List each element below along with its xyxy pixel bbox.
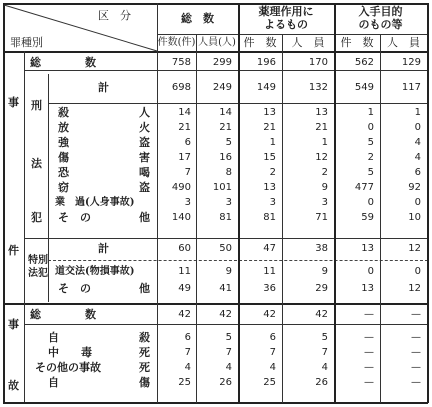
table-cell: 5 [367, 167, 374, 178]
table-cell: 60 [178, 243, 191, 254]
row-label-chudoku-r: 死 [139, 346, 150, 359]
table-cell: 92 [408, 182, 421, 193]
table-cell: 0 [367, 197, 374, 208]
table-cell: 13 [315, 107, 328, 118]
table-cell: 2 [367, 152, 374, 163]
table-cell: 2 [321, 167, 328, 178]
row-label-toku-kei: 計 [98, 242, 109, 255]
table-cell: 7 [184, 167, 191, 178]
table-cell: 11 [263, 266, 276, 277]
table-cell: 14 [178, 107, 191, 118]
table-cell: 6 [184, 137, 191, 148]
table-cell: 129 [401, 57, 421, 68]
table-cell: 6 [414, 167, 421, 178]
table-cell: 117 [401, 82, 421, 93]
table-cell: 7 [321, 347, 328, 358]
row-label-sonota1-l: そ の [58, 211, 91, 224]
header-cases-unit: 件数(件) [157, 37, 196, 48]
table-cell: 8 [225, 167, 232, 178]
table-cell: 49 [178, 283, 191, 294]
row-label-satsujin-r: 人 [139, 106, 150, 119]
table-cell: 149 [256, 82, 276, 93]
table-cell: — [364, 309, 374, 320]
table-cell: 7 [225, 347, 232, 358]
table-cell: 42 [178, 309, 191, 320]
table-cell: 26 [315, 377, 328, 388]
table-cell: 6 [184, 332, 191, 343]
row-label-kyokatsu-r: 喝 [139, 166, 150, 179]
table-cell: 10 [408, 212, 421, 223]
table-cell: 21 [315, 122, 328, 133]
table-cell: 12 [408, 283, 421, 294]
group-tokubetsu-1: 特別 [28, 255, 48, 266]
table-cell: 477 [354, 182, 374, 193]
table-cell: — [411, 362, 421, 373]
header-drug-cases: 件 数 [243, 36, 277, 49]
table-cell: 25 [263, 377, 276, 388]
table-cell: 562 [354, 57, 374, 68]
table-cell: 9 [225, 266, 232, 277]
table-cell: 4 [269, 362, 276, 373]
table-cell: 3 [184, 197, 191, 208]
table-cell: 3 [321, 197, 328, 208]
row-label-total: 総 数 [30, 56, 96, 69]
row-label-goto-l: 強 [58, 136, 69, 149]
table-cell: 36 [263, 283, 276, 294]
table-cell: 12 [315, 152, 328, 163]
table-cell: 5 [321, 332, 328, 343]
row-label-jiko-total: 総 数 [30, 308, 96, 321]
row-label-shogai-l: 傷 [58, 151, 69, 164]
table-cell: 2 [269, 167, 276, 178]
table-cell: 101 [212, 182, 232, 193]
row-label-kyokatsu-l: 恐 [58, 166, 69, 179]
table-cell: 698 [171, 82, 191, 93]
table-cell: 16 [219, 152, 232, 163]
table-cell: 490 [171, 182, 191, 193]
table-cell: 0 [367, 266, 374, 277]
table-cell: 1 [269, 137, 276, 148]
row-label-dokoho: 道交法(物損事故) [55, 266, 135, 277]
group-jiken-bottom: 件 [8, 244, 19, 257]
table-cell: 71 [315, 212, 328, 223]
table-cell: 29 [315, 283, 328, 294]
header-kubun: 区 分 [98, 9, 131, 22]
header-acq-2: のもの等 [358, 18, 403, 31]
header-persons-unit: 人員(人) [198, 37, 236, 48]
table-cell: 13 [361, 243, 374, 254]
table-cell: 21 [219, 122, 232, 133]
table-cell: 140 [171, 212, 191, 223]
table-cell: 14 [219, 107, 232, 118]
row-label-shogai-r: 害 [139, 151, 150, 164]
row-label-satsujin-l: 殺 [58, 106, 69, 119]
table-cell: — [364, 362, 374, 373]
table-cell: 1 [321, 137, 328, 148]
header-acq-persons: 人 員 [387, 36, 420, 49]
table-cell: 5 [225, 332, 232, 343]
table-cell: — [411, 377, 421, 388]
table-cell: 7 [184, 347, 191, 358]
table-cell: 11 [178, 266, 191, 277]
table-cell: 170 [308, 57, 328, 68]
row-label-setto-r: 盗 [139, 181, 150, 194]
table-cell: 13 [263, 182, 276, 193]
row-label-hoka-r: 火 [139, 121, 150, 134]
row-label-jisatsu-l: 自 [48, 331, 59, 344]
table-cell: 4 [321, 362, 328, 373]
table-cell: 549 [354, 82, 374, 93]
table-cell: 26 [219, 377, 232, 388]
group-jiken-top: 事 [8, 96, 19, 109]
table-cell: 1 [367, 107, 374, 118]
table-cell: — [364, 332, 374, 343]
row-label-sonota2-r: 他 [139, 282, 150, 295]
group-tokubetsu-2: 法犯 [28, 268, 48, 279]
row-label-goto-r: 盗 [139, 136, 150, 149]
table-cell: 3 [269, 197, 276, 208]
table-cell: 9 [321, 182, 328, 193]
table-cell: 15 [263, 152, 276, 163]
table-cell: 12 [408, 243, 421, 254]
table-cell: 21 [263, 122, 276, 133]
table-cell: 17 [178, 152, 191, 163]
group-jiko-top: 事 [8, 318, 19, 331]
table-cell: 0 [414, 122, 421, 133]
row-label-sonota-jiko-r: 死 [139, 361, 150, 374]
table-cell: 0 [414, 266, 421, 277]
row-label-sonota-jiko-l: その他の事故 [35, 361, 101, 374]
table-cell: 42 [263, 309, 276, 320]
header-drug-persons: 人 員 [291, 36, 325, 49]
table-cell: 249 [212, 82, 232, 93]
row-label-sonota2-l: そ の [58, 282, 91, 295]
table-cell: 42 [219, 309, 232, 320]
row-label-chudoku-l: 中 毒 [48, 346, 92, 359]
header-drug-2: よるもの [264, 18, 308, 31]
table-cell: 7 [269, 347, 276, 358]
table-cell: 4 [414, 152, 421, 163]
header-drug-1: 薬理作用に [258, 5, 314, 18]
table-cell: 13 [263, 107, 276, 118]
table-cell: 0 [414, 197, 421, 208]
table-cell: 47 [263, 243, 276, 254]
table-cell: 41 [219, 283, 232, 294]
table-cell: 5 [367, 137, 374, 148]
table-cell: — [411, 309, 421, 320]
table-cell: 9 [321, 266, 328, 277]
row-label-setto-l: 窃 [58, 181, 69, 194]
table-cell: — [411, 332, 421, 343]
row-label-jisho-l: 自 [48, 376, 59, 389]
table-cell: — [364, 347, 374, 358]
table-cell: 4 [225, 362, 232, 373]
table-cell: 50 [219, 243, 232, 254]
group-jiko-bottom: 故 [8, 379, 19, 392]
header-acq-cases: 件 数 [340, 36, 374, 49]
table-cell: 13 [361, 283, 374, 294]
group-keiho-1: 刑 [31, 99, 42, 112]
table-cell: — [364, 377, 374, 388]
table-cell: 3 [225, 197, 232, 208]
table-cell: 132 [308, 82, 328, 93]
table-cell: 4 [184, 362, 191, 373]
table-cell: 299 [212, 57, 232, 68]
group-keiho-2: 法 [31, 157, 42, 170]
header-zaishu: 罪種別 [10, 36, 43, 49]
row-label-jisho-r: 傷 [139, 376, 150, 389]
table-cell: — [411, 347, 421, 358]
row-label-gyoka: 業 過(人身事故) [55, 197, 135, 208]
table-cell: 81 [219, 212, 232, 223]
group-keiho-3: 犯 [31, 211, 42, 224]
table-cell: 59 [361, 212, 374, 223]
table-cell: 42 [315, 309, 328, 320]
header-acq-1: 入手目的 [358, 5, 403, 18]
table-cell: 758 [171, 57, 191, 68]
row-label-keiho-kei: 計 [98, 81, 109, 94]
table-cell: 4 [414, 137, 421, 148]
table-cell: 196 [256, 57, 276, 68]
row-label-jisatsu-r: 殺 [139, 331, 150, 344]
table-cell: 81 [263, 212, 276, 223]
table-cell: 25 [178, 377, 191, 388]
row-label-hoka-l: 放 [58, 121, 69, 134]
table-cell: 5 [225, 137, 232, 148]
table-cell: 6 [269, 332, 276, 343]
table-cell: 1 [414, 107, 421, 118]
table-cell: 38 [315, 243, 328, 254]
header-total: 総 数 [181, 12, 214, 25]
table-cell: 0 [367, 122, 374, 133]
table-cell: 21 [178, 122, 191, 133]
row-label-sonota1-r: 他 [139, 211, 150, 224]
